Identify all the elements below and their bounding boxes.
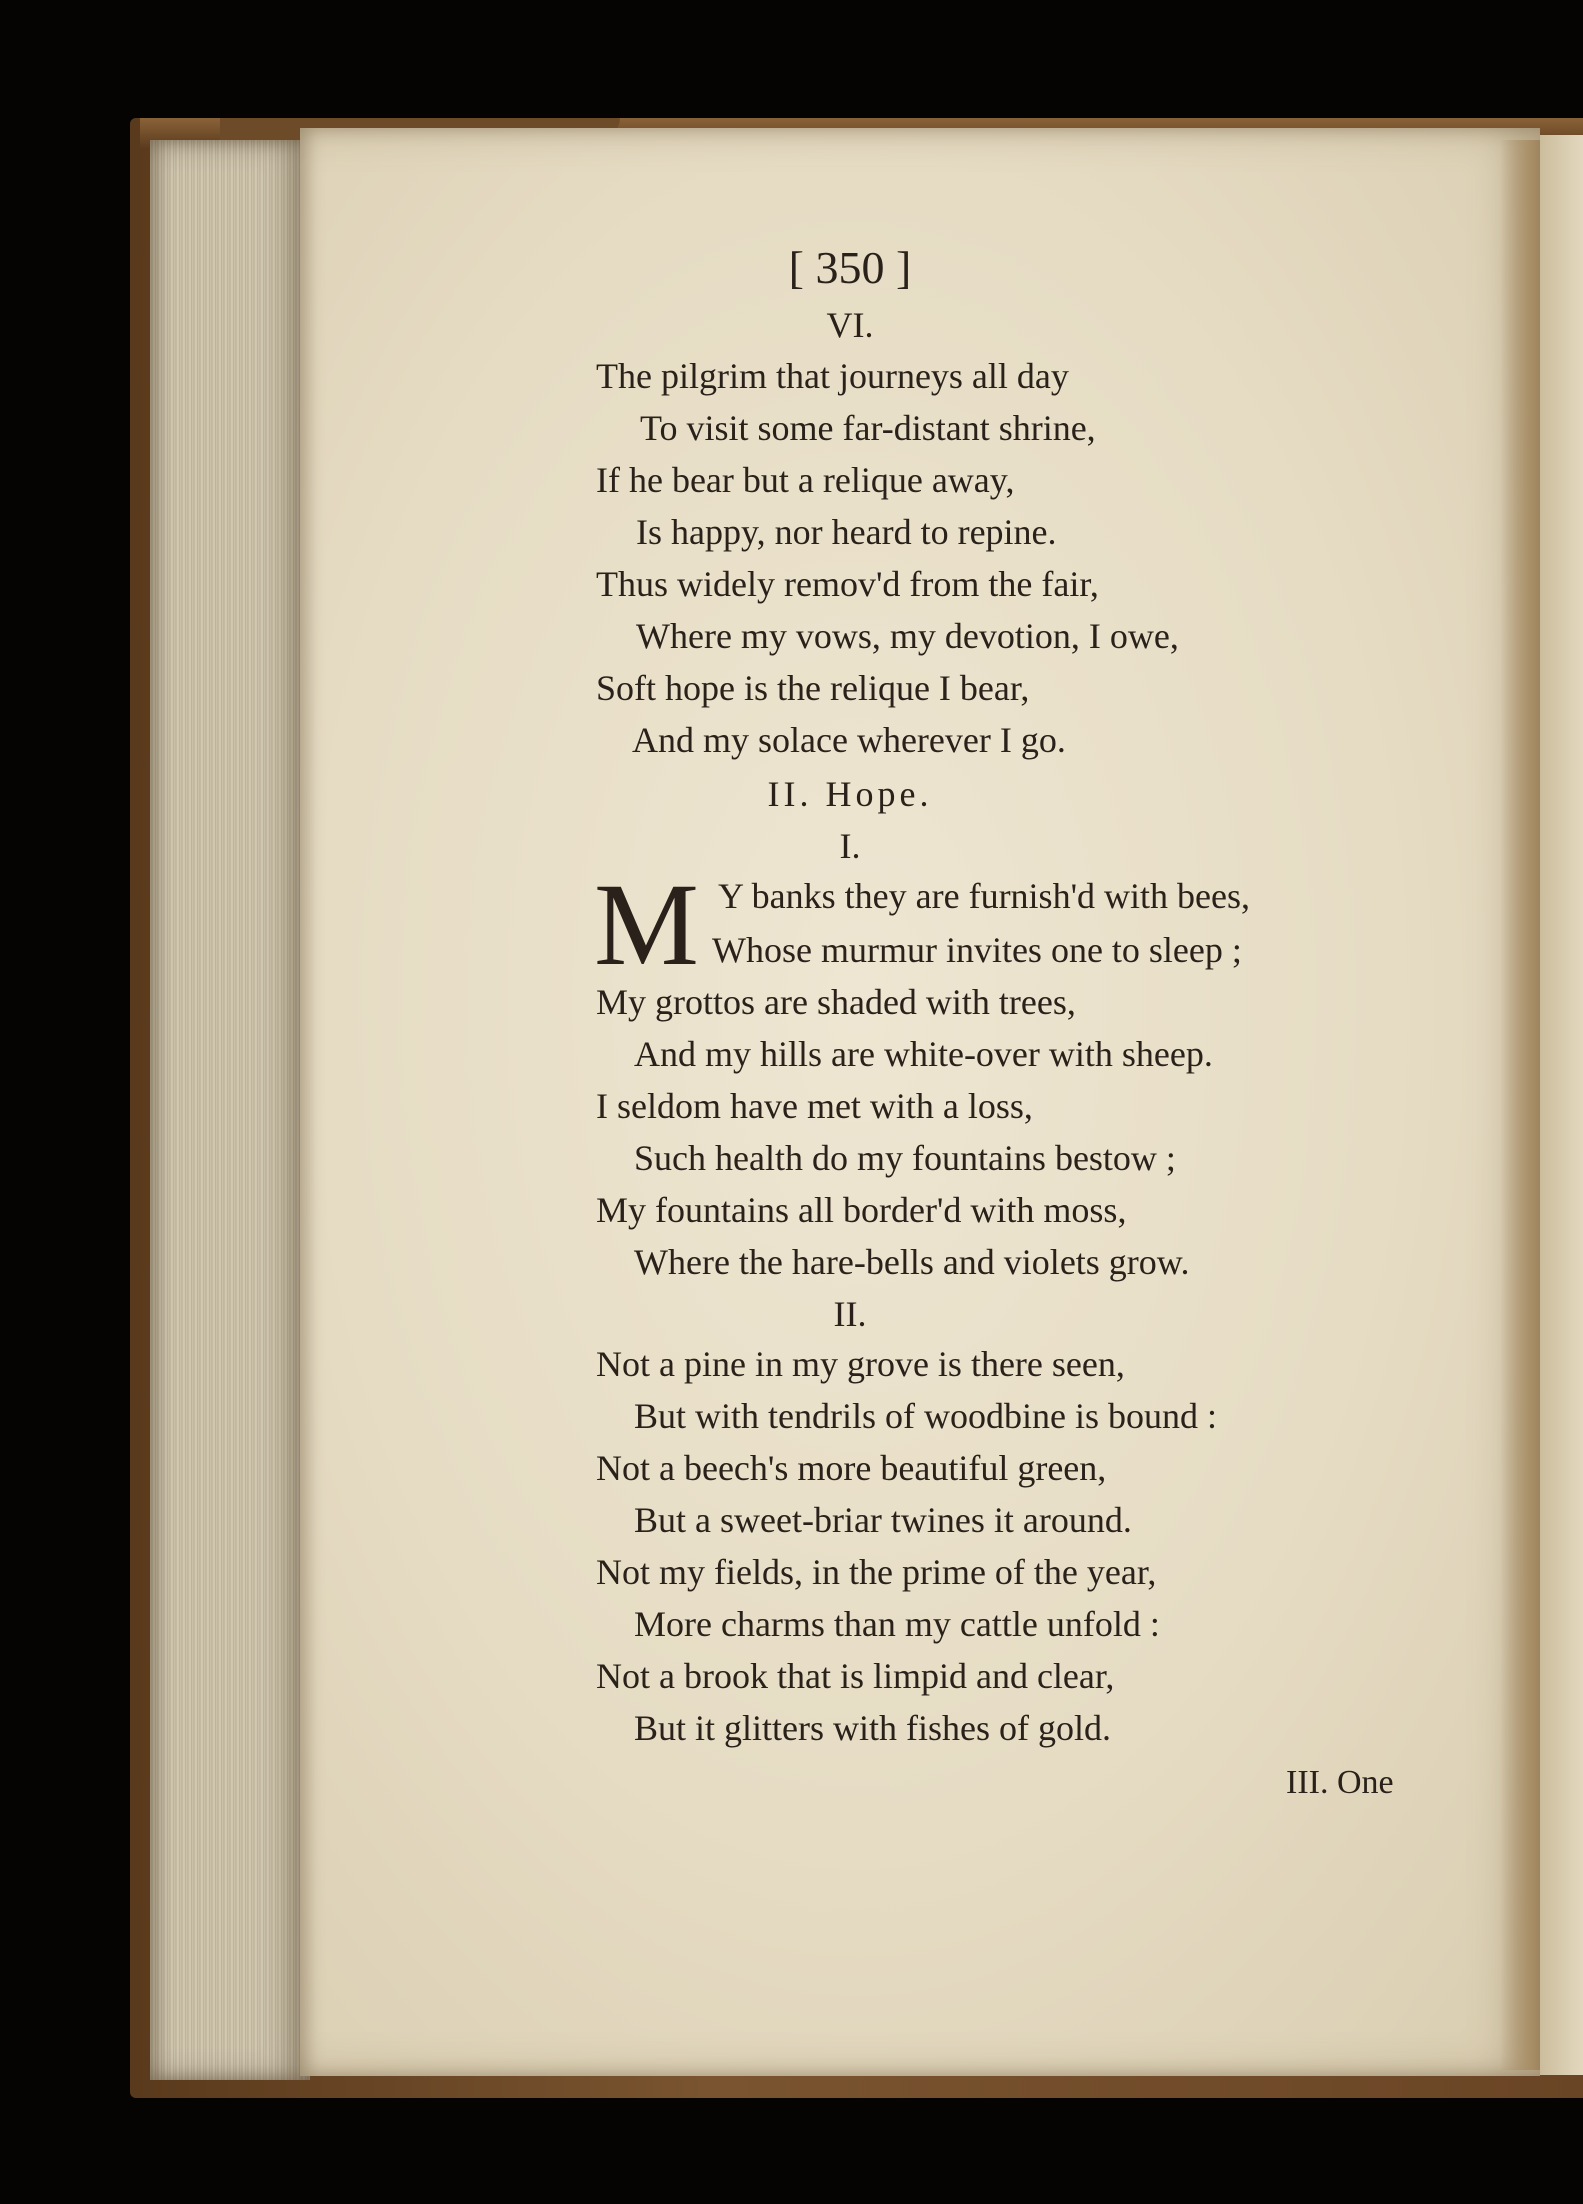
verse-line: And my solace wherever I go. [632,720,1066,760]
verse-line: Where the hare-bells and violets grow. [634,1242,1190,1282]
catchword: III. One [1286,1764,1394,1801]
verse-line: My fountains all border'd with moss, [596,1190,1127,1230]
verse-line: Y banks they are furnish'd with bees, [718,876,1251,916]
verse-line: Is happy, nor heard to repine. [636,512,1057,552]
verse-line: If he bear but a relique away, [596,460,1015,500]
verse-line: But it glitters with fishes of gold. [634,1708,1111,1748]
part-heading: II. Hope. [767,774,933,814]
verse-line: And my hills are white-over with sheep. [634,1034,1213,1074]
stanza-number-ii: II. [833,1294,867,1334]
verse-line: More charms than my cattle unfold : [634,1604,1160,1644]
verse-line: Not my fields, in the prime of the year, [596,1552,1157,1592]
drop-cap: M [594,859,699,990]
verse-line: Such health do my fountains bestow ; [634,1138,1176,1178]
verse-line: Not a beech's more beautiful green, [596,1448,1107,1488]
page-number: [ 350 ] [788,242,912,293]
verse-line: Where my vows, my devotion, I owe, [636,616,1179,656]
verse-line: Not a brook that is limpid and clear, [596,1656,1115,1696]
verse-line: Not a pine in my grove is there seen, [596,1344,1125,1384]
verse-line: My grottos are shaded with trees, [596,982,1076,1022]
verse-line: Whose murmur invites one to sleep ; [712,930,1242,970]
verse-line: But a sweet-briar twines it around. [634,1500,1132,1540]
verse-line: To visit some far-distant shrine, [640,408,1096,448]
verse-line: The pilgrim that journeys all day [596,356,1069,396]
stanza-number-i: I. [839,826,861,866]
stanza-number-vi: VI. [826,305,874,345]
verse-line: I seldom have met with a loss, [596,1086,1033,1126]
verse-line: Soft hope is the relique I bear, [596,668,1030,708]
verse-line: But with tendrils of woodbine is bound : [634,1396,1217,1436]
verse-line: Thus widely remov'd from the fair, [596,564,1099,604]
